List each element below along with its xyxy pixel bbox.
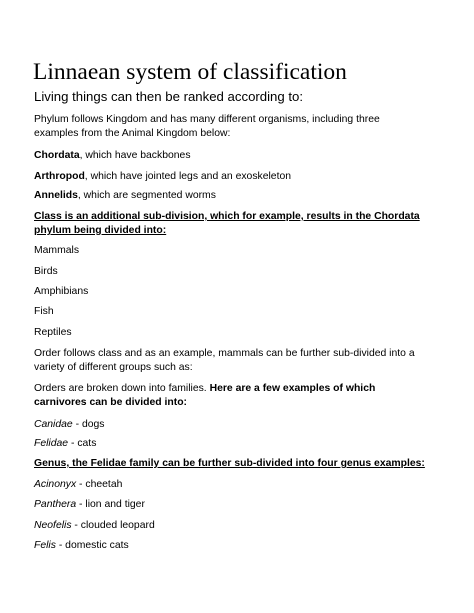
page-title: Linnaean system of classification [33, 59, 347, 85]
class-heading-line-2: phylum being divided into: [34, 225, 167, 236]
phylum-item [34, 149, 191, 162]
genus-item [34, 498, 145, 511]
genus-item [34, 519, 155, 532]
class-item: Amphibians [34, 286, 89, 297]
family-desc: - dogs [72, 419, 105, 430]
genus-desc: - lion and tiger [76, 499, 145, 510]
families-line-2: carnivores can be divided into: [34, 397, 188, 408]
intro-line-1: Phylum follows Kingdom and has many different organisms, including three [34, 114, 380, 125]
phylum-name: Annelids [34, 190, 78, 201]
genus-item [34, 539, 129, 552]
class-item: Fish [34, 306, 54, 317]
genus-desc: - cheetah [76, 479, 123, 490]
genus-item [34, 478, 122, 491]
genus-name: Acinonyx [34, 479, 77, 490]
family-name: Felidae [34, 438, 69, 449]
page-subtitle: Living things can then be ranked according to: [34, 89, 304, 104]
genus-name: Panthera [34, 499, 77, 510]
phylum-item [34, 189, 216, 202]
family-item [34, 418, 104, 431]
genus-name: Felis [34, 540, 56, 551]
families-plain-text: Orders are broken down into families. [34, 383, 210, 394]
class-item: Mammals [34, 245, 80, 256]
families-bold-text: Here are a few examples of which [209, 383, 376, 394]
family-desc: - cats [68, 438, 97, 449]
genus-desc: - clouded leopard [71, 520, 155, 531]
genus-desc: - domestic cats [55, 540, 129, 551]
genus-name: Neofelis [34, 520, 72, 531]
genus-heading: Genus, the Felidae family can be further sub-divided into four genus examples: [34, 458, 425, 469]
phylum-name: Chordata [34, 150, 80, 161]
families-line-1 [34, 382, 375, 395]
family-item [34, 437, 96, 450]
intro-line-2: examples from the Animal Kingdom below: [34, 128, 231, 139]
family-name: Canidae [34, 419, 73, 430]
order-line-2: variety of different groups such as: [34, 362, 193, 373]
class-item: Birds [34, 266, 58, 277]
phylum-desc: , which have backbones [79, 150, 191, 161]
phylum-name: Arthropod [34, 171, 85, 182]
phylum-item [34, 170, 291, 183]
class-heading-line-1: Class is an additional sub-division, which for example, results in the Chordata [34, 211, 420, 222]
class-item: Reptiles [34, 327, 72, 338]
phylum-desc: , which have jointed legs and an exoskeleton [84, 171, 292, 182]
phylum-desc: , which are segmented worms [77, 190, 216, 201]
order-line-1: Order follows class and as an example, mammals can be further sub-divided into a [34, 348, 415, 359]
